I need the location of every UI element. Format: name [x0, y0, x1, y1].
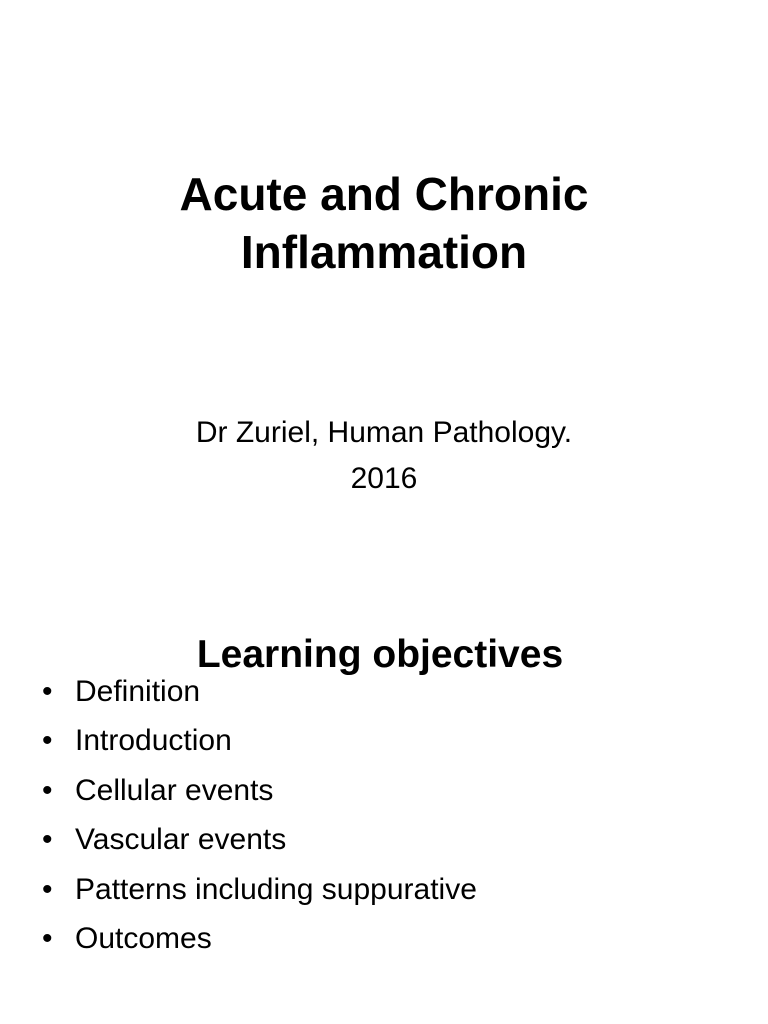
- learning-objectives-heading: Learning objectives: [196, 633, 564, 677]
- bullet-icon: •: [42, 823, 53, 857]
- list-item-text: Patterns including suppurative: [75, 872, 477, 906]
- list-item-text: Outcomes: [75, 922, 212, 956]
- year-line: 2016: [350, 462, 418, 495]
- list-item: [42, 815, 742, 864]
- slide-subtitle: [0, 410, 768, 502]
- slide-title: [0, 165, 768, 281]
- list-item-text: Definition: [75, 675, 201, 708]
- list-item: [42, 766, 742, 815]
- bullet-icon: •: [42, 872, 53, 906]
- list-item: [42, 865, 742, 914]
- list-item: [42, 716, 742, 765]
- bullet-icon: •: [42, 675, 53, 708]
- objectives-list: [42, 667, 742, 963]
- list-item-text: Cellular events: [75, 773, 274, 807]
- bullet-icon: •: [42, 724, 53, 758]
- list-item-text: Vascular events: [75, 823, 287, 857]
- list-item: [42, 667, 742, 716]
- list-item: [42, 914, 742, 963]
- slide-title-line-1: Acute and Chronic: [179, 167, 589, 220]
- list-item-text: Introduction: [75, 724, 232, 758]
- slide-title-line-2: Inflammation: [240, 225, 528, 278]
- bullet-icon: •: [42, 922, 53, 956]
- bullet-icon: •: [42, 773, 53, 807]
- author-line: Dr Zuriel, Human Pathology.: [195, 416, 573, 449]
